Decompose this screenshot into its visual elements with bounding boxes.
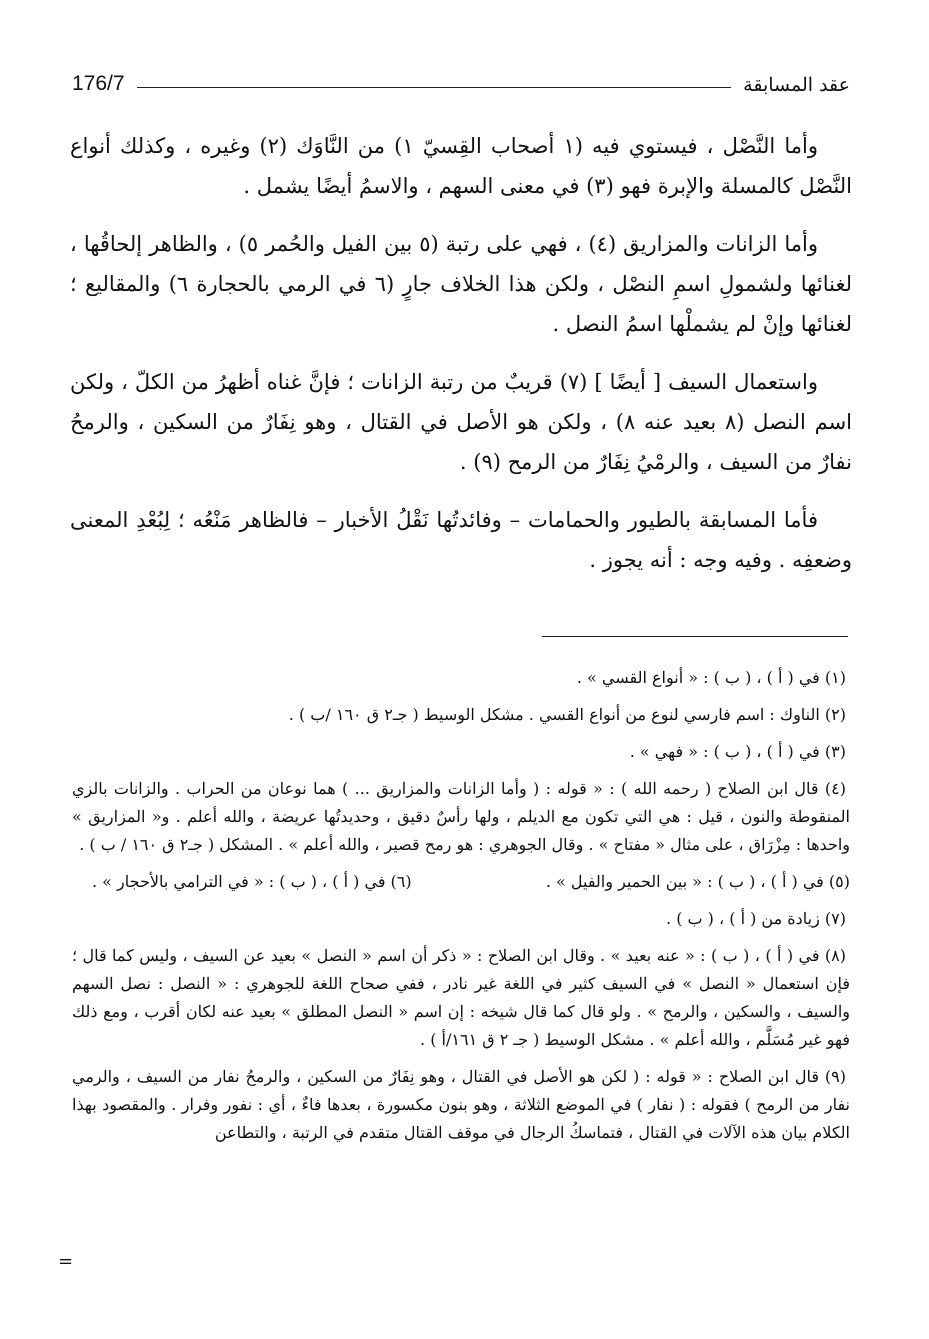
paragraph-zanat: وأما الزانات والمزاريق (٤) ، فهي على رتبة (٥ بين الفيل والحُمر ٥) ، والظاهر إلحاقُها ، لغنائها ولشمولِ اسمِ النصْل ، ولكن هذا الخلاف جارٍ (٦ في الرمي بالحجارة ٦) والمقاليع ؛ لغنائها وإنْ لم يشملْها اسمُ النصل .: [70, 232, 852, 336]
paragraph-sword: واستعمال السيف [ أيضًا ] (٧) قريبٌ من رتبة الزانات ؛ فإنَّ غناه أظهرُ من الكلّ ، ولكن اسم النصل (٨ بعيد عنه ٨) ، ولكن هو الأصل في القتال ، وهو نِفَارٌ من السكين ، والرمحُ نفارٌ من السيف ، والرمْيُ نِفَارٌ من الرمح (٩) .: [70, 370, 853, 474]
footnote-7: (٧) زيادة من ( أ ) ، ( ب ) .: [666, 909, 846, 928]
footnote-4: (٤) قال ابن الصلاح ( رحمه الله ) : « قوله : ( وأما الزانات والمزاريق ... ) هما نوعان من الحراب . والزانات بالزي المنقوطة والنون ، قيل : هي التي تكون مع الديلم ، ولها رأسٌ دقيق ، وحديدتُها عريضة ، والله أعلم . و« المزاريق » واحدها : مِزْرَاق ، على مثال « مفتاح » . وقال الجوهري : هو رمح قصير ، والله أعلم » . المشكل ( جـ٢ ق ١٦٠ / ب ) .: [72, 779, 850, 854]
footnote-2: (٢) الناوك : اسم فارسي لنوع من أنواع القسي . مشكل الوسيط ( جـ٢ ق ١٦٠ /ب ) .: [288, 705, 846, 724]
footnote-row-5-6: [72, 868, 850, 896]
continuation-mark: =: [58, 1251, 74, 1272]
footnote-5: (٥) في ( أ ) ، ( ب ) : « بين الحمير والفيل » .: [545, 872, 850, 891]
footnote-6: (٦) في ( أ ) ، ( ب ) : « في الترامي بالأحجار » .: [92, 872, 412, 891]
footnote-1: (١) في ( أ ) ، ( ب ) : « أنواع القسي » .: [576, 668, 846, 687]
footnote-divider: [542, 636, 848, 637]
header-rule: [137, 87, 732, 88]
paragraph-nasl: وأما النَّصْل ، فيستوي فيه (١ أصحاب القِسيّ ١) من النَّاوَك (٢) وغيره ، وكذلك أنواع النَّصْل كالمسلة والإبرة فهو (٣) في معنى السهم ، والاسمُ أيضًا يشمل .: [70, 134, 852, 198]
footnotes: [72, 664, 850, 1156]
footnote-9: (٩) قال ابن الصلاح : « قوله : ( لكن هو الأصل في القتال ، وهو نِفَارٌ من السكين ، والرمحُ نفار من السيف ، والرمي نفار من الرمح ) فقوله : ( نفار ) في الموضع الثلاثة ، وهو بنون مكسورة ، بعدها فاءٌ ، أي : نفور وفرار . والمقصود بهذا الكلام بيان هذه الآلات في القتال ، فتماسكُ الرجال في موقف القتال متقدم في الرتبة ، والتطاعن: [72, 1067, 850, 1142]
page-number: 176/7: [72, 72, 125, 95]
running-title: عقد المسابقة: [743, 74, 850, 96]
main-text: [70, 126, 852, 598]
page-header: [72, 62, 850, 96]
paragraph-birds: فأما المسابقة بالطيور والحمامات – وفائدتُها نَقْلُ الأخبار – فالظاهر مَنْعُه ؛ لِبُعْدِ المعنى وضعفِه . وفيه وجه : أنه يجوز .: [70, 508, 852, 572]
footnote-8: (٨) في ( أ ) ، ( ب ) : « عنه بعيد » . وقال ابن الصلاح : « ذكر أن اسم « النصل » بعيد عن السيف ، وليس كما قال ؛ فإن استعمال « النصل » في السيف كثير في اللغة غير نادر ، ففي صحاح اللغة للجوهري : « النصل : نصل السهم والسيف ، والسكين ، والرمح » . ولو قال كما قال شيخه : إن اسم « النصل المطلق » بعيد عنه لكان أقرب ، ومع ذلك فهو غير مُسَلَّم ، والله أعلم » . مشكل الوسيط ( جـ ٢ ق ١٦١/أ ) .: [72, 946, 850, 1049]
footnote-3: (٣) في ( أ ) ، ( ب ) : « فهي » .: [629, 742, 846, 761]
